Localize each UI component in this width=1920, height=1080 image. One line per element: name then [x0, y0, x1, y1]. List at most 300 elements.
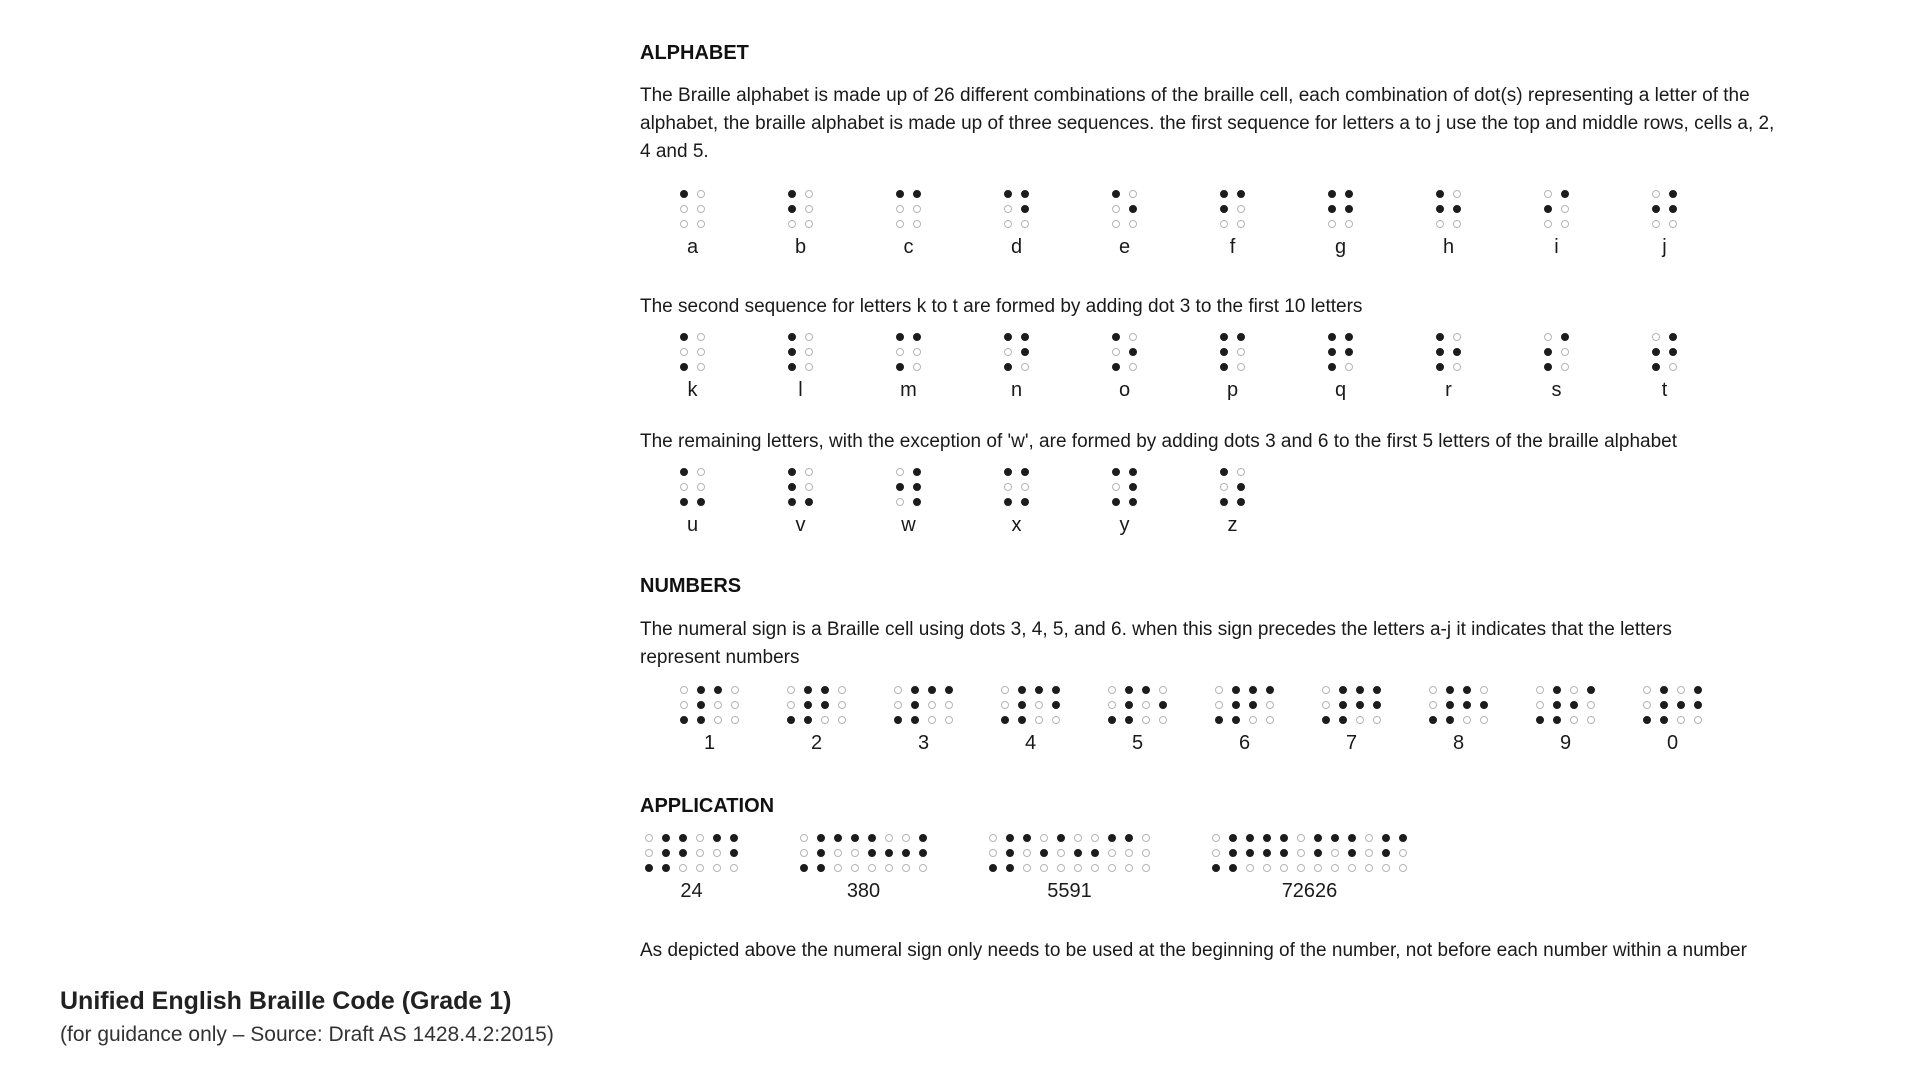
braille-dot-empty — [731, 716, 739, 724]
braille-unit-4 — [1001, 686, 1060, 753]
remaining-letters-note: The remaining letters, with the exception of 'w', are formed by adding dots 3 and 6 to the first 5 letters of the braille alphabet — [640, 431, 1678, 452]
braille-cell — [680, 333, 705, 371]
braille-dot-empty — [1215, 701, 1223, 709]
braille-dot-filled — [989, 864, 997, 872]
braille-row-digits — [640, 686, 1790, 753]
braille-dot-filled — [1436, 348, 1444, 356]
braille-cell — [1544, 333, 1569, 371]
braille-dot-empty — [680, 701, 688, 709]
document-source-note: (for guidance only – Source: Draft AS 1428.4.2:2015) — [60, 1023, 554, 1046]
braille-row-first-sequence — [640, 190, 1790, 257]
braille-dot-empty — [834, 849, 842, 857]
braille-cells — [1322, 686, 1381, 724]
braille-cells — [1001, 686, 1060, 724]
braille-dot-empty — [1453, 333, 1461, 341]
braille-dot-empty — [805, 220, 813, 228]
braille-dot-empty — [1297, 849, 1305, 857]
braille-dot-empty — [1040, 834, 1048, 842]
braille-row-application-examples — [640, 834, 1790, 901]
braille-dot-empty — [913, 363, 921, 371]
braille-dot-empty — [1112, 348, 1120, 356]
braille-dot-empty — [1237, 468, 1245, 476]
braille-cell — [1436, 190, 1461, 228]
braille-dot-filled — [1112, 333, 1120, 341]
braille-dot-filled — [1553, 701, 1561, 709]
braille-dot-empty — [1365, 849, 1373, 857]
braille-dot-empty — [1220, 220, 1228, 228]
braille-unit-g — [1328, 190, 1353, 257]
braille-dot-empty — [1463, 716, 1471, 724]
braille-dot-empty — [1125, 864, 1133, 872]
braille-unit-5591 — [989, 834, 1150, 901]
braille-dot-filled — [1112, 498, 1120, 506]
braille-dot-empty — [1001, 701, 1009, 709]
braille-dot-empty — [868, 864, 876, 872]
braille-dot-empty — [1669, 220, 1677, 228]
braille-cell — [1280, 834, 1305, 872]
braille-dot-filled — [680, 363, 688, 371]
braille-cells — [1220, 468, 1245, 506]
braille-cell — [896, 333, 921, 371]
braille-unit-w — [896, 468, 921, 535]
braille-dot-empty — [1035, 701, 1043, 709]
braille-dot-filled — [1345, 348, 1353, 356]
braille-dot-empty — [885, 834, 893, 842]
braille-cells — [896, 468, 921, 506]
braille-dot-filled — [662, 864, 670, 872]
braille-dot-filled — [1052, 701, 1060, 709]
braille-dot-filled — [1669, 333, 1677, 341]
numbers-intro-text: The numeral sign is a Braille cell using dots 3, 4, 5, and 6. when this sign precedes the letters a-j it indicates that the letters represent numbers — [640, 619, 1672, 668]
braille-cell — [787, 686, 812, 724]
braille-cell — [1112, 333, 1137, 371]
braille-dot-filled — [697, 716, 705, 724]
braille-cells — [680, 333, 705, 371]
braille-cells — [787, 686, 846, 724]
braille-dot-filled — [1463, 686, 1471, 694]
braille-dot-empty — [894, 701, 902, 709]
braille-dot-filled — [1021, 205, 1029, 213]
braille-dot-empty — [697, 483, 705, 491]
braille-dot-filled — [1677, 701, 1685, 709]
braille-dot-filled — [679, 849, 687, 857]
braille-unit-24 — [645, 834, 738, 901]
braille-dot-empty — [1561, 205, 1569, 213]
braille-dot-filled — [1021, 468, 1029, 476]
braille-dot-filled — [1220, 498, 1228, 506]
braille-dot-filled — [1652, 363, 1660, 371]
braille-dot-filled — [1436, 205, 1444, 213]
braille-dot-filled — [1339, 716, 1347, 724]
braille-cell — [1382, 834, 1407, 872]
braille-dot-filled — [1345, 190, 1353, 198]
braille-dot-empty — [1399, 864, 1407, 872]
braille-unit-7 — [1322, 686, 1381, 753]
braille-dot-filled — [788, 483, 796, 491]
braille-dot-filled — [680, 333, 688, 341]
braille-unit-a — [680, 190, 705, 257]
braille-dot-filled — [788, 498, 796, 506]
braille-dot-empty — [834, 864, 842, 872]
braille-dot-filled — [928, 686, 936, 694]
braille-unit-k — [680, 333, 705, 400]
braille-dot-empty — [1091, 834, 1099, 842]
braille-dot-filled — [1553, 686, 1561, 694]
braille-dot-filled — [1220, 190, 1228, 198]
braille-dot-empty — [1365, 834, 1373, 842]
braille-cell — [894, 686, 919, 724]
braille-cell — [645, 834, 670, 872]
braille-dot-empty — [1112, 483, 1120, 491]
braille-dot-filled — [1345, 205, 1353, 213]
braille-dot-empty — [1142, 834, 1150, 842]
braille-unit-m — [896, 333, 921, 400]
braille-dot-filled — [868, 834, 876, 842]
braille-dot-empty — [805, 468, 813, 476]
braille-dot-filled — [1237, 333, 1245, 341]
braille-dot-empty — [1669, 363, 1677, 371]
braille-unit-o — [1112, 333, 1137, 400]
braille-dot-filled — [804, 686, 812, 694]
braille-dot-filled — [1694, 686, 1702, 694]
braille-cells — [788, 333, 813, 371]
braille-dot-filled — [1237, 190, 1245, 198]
braille-dot-empty — [1108, 686, 1116, 694]
braille-dot-filled — [1246, 834, 1254, 842]
braille-dot-filled — [894, 716, 902, 724]
braille-dot-filled — [1018, 701, 1026, 709]
braille-dot-filled — [1229, 864, 1237, 872]
braille-cell — [1220, 333, 1245, 371]
braille-dot-empty — [896, 205, 904, 213]
braille-unit-0 — [1643, 686, 1702, 753]
braille-cell — [679, 834, 704, 872]
braille-dot-empty — [1453, 190, 1461, 198]
braille-unit-label: q — [1334, 379, 1347, 401]
footer — [60, 986, 554, 1048]
braille-dot-filled — [1280, 849, 1288, 857]
braille-dot-filled — [1669, 190, 1677, 198]
braille-cells — [1436, 333, 1461, 371]
braille-unit-label: y — [1119, 514, 1130, 536]
braille-cell — [1544, 190, 1569, 228]
braille-dot-empty — [1237, 220, 1245, 228]
braille-unit-label: j — [1662, 236, 1667, 258]
braille-dot-empty — [1561, 220, 1569, 228]
braille-dot-empty — [919, 864, 927, 872]
braille-dot-empty — [680, 348, 688, 356]
braille-unit-1 — [680, 686, 739, 753]
braille-dot-empty — [1091, 864, 1099, 872]
braille-dot-empty — [1023, 864, 1031, 872]
braille-dot-filled — [1660, 716, 1668, 724]
braille-dot-empty — [1356, 716, 1364, 724]
braille-dot-empty — [989, 849, 997, 857]
braille-dot-filled — [1220, 205, 1228, 213]
braille-dot-empty — [1001, 686, 1009, 694]
braille-dot-filled — [1544, 363, 1552, 371]
braille-dot-empty — [800, 849, 808, 857]
braille-dot-filled — [1232, 701, 1240, 709]
braille-dot-filled — [1220, 468, 1228, 476]
braille-dot-filled — [1220, 333, 1228, 341]
braille-unit-l — [788, 333, 813, 400]
braille-cell — [1652, 333, 1677, 371]
braille-dot-filled — [1021, 190, 1029, 198]
braille-dot-empty — [697, 468, 705, 476]
braille-unit-label: z — [1227, 514, 1238, 536]
braille-unit-label: 8 — [1452, 732, 1465, 754]
braille-dot-empty — [1212, 834, 1220, 842]
braille-dot-empty — [896, 468, 904, 476]
braille-dot-empty — [1249, 716, 1257, 724]
braille-dot-filled — [1074, 849, 1082, 857]
braille-dot-filled — [800, 864, 808, 872]
braille-unit-c — [896, 190, 921, 257]
braille-unit-label: n — [1010, 379, 1023, 401]
braille-dot-filled — [788, 190, 796, 198]
braille-dot-empty — [1266, 716, 1274, 724]
braille-dot-filled — [896, 363, 904, 371]
braille-cell — [680, 686, 705, 724]
braille-cell — [1001, 686, 1026, 724]
braille-dot-filled — [697, 686, 705, 694]
braille-dot-empty — [1677, 686, 1685, 694]
braille-dot-filled — [1215, 716, 1223, 724]
braille-cell — [680, 468, 705, 506]
braille-dot-filled — [1129, 468, 1137, 476]
application-heading: APPLICATION — [640, 795, 775, 817]
braille-dot-empty — [1345, 363, 1353, 371]
braille-cell — [713, 834, 738, 872]
braille-dot-filled — [1249, 701, 1257, 709]
braille-unit-8 — [1429, 686, 1488, 753]
braille-dot-filled — [1237, 498, 1245, 506]
braille-dot-empty — [913, 348, 921, 356]
braille-dot-filled — [1399, 834, 1407, 842]
braille-dot-empty — [1159, 716, 1167, 724]
braille-unit-label: o — [1118, 379, 1131, 401]
braille-dot-filled — [902, 849, 910, 857]
braille-unit-9 — [1536, 686, 1595, 753]
braille-dot-filled — [1429, 716, 1437, 724]
braille-dot-empty — [1237, 363, 1245, 371]
braille-dot-filled — [1373, 701, 1381, 709]
braille-dot-filled — [1328, 348, 1336, 356]
braille-cell — [1004, 190, 1029, 228]
braille-dot-filled — [1108, 834, 1116, 842]
braille-cells — [989, 834, 1150, 872]
braille-dot-empty — [1348, 864, 1356, 872]
braille-dot-empty — [1436, 220, 1444, 228]
braille-dot-empty — [787, 686, 795, 694]
braille-cells — [1215, 686, 1274, 724]
braille-dot-empty — [1544, 333, 1552, 341]
braille-dot-empty — [894, 686, 902, 694]
braille-dot-filled — [1246, 849, 1254, 857]
braille-dot-empty — [913, 220, 921, 228]
braille-dot-empty — [896, 348, 904, 356]
braille-dot-empty — [1004, 220, 1012, 228]
braille-dot-empty — [1429, 686, 1437, 694]
braille-cell — [1246, 834, 1271, 872]
braille-dot-filled — [1232, 716, 1240, 724]
braille-dot-filled — [817, 834, 825, 842]
braille-dot-empty — [697, 333, 705, 341]
braille-dot-empty — [896, 220, 904, 228]
braille-dot-empty — [1021, 363, 1029, 371]
braille-cells — [645, 834, 738, 872]
braille-cell — [1215, 686, 1240, 724]
braille-dot-empty — [1129, 220, 1137, 228]
braille-dot-filled — [885, 849, 893, 857]
braille-dot-empty — [1237, 205, 1245, 213]
braille-dot-empty — [1266, 701, 1274, 709]
braille-dot-filled — [1159, 701, 1167, 709]
braille-unit-u — [680, 468, 705, 535]
braille-cell — [1035, 686, 1060, 724]
braille-dot-empty — [1429, 701, 1437, 709]
braille-dot-empty — [1570, 716, 1578, 724]
braille-cell — [1023, 834, 1048, 872]
braille-cells — [680, 686, 739, 724]
braille-dot-empty — [697, 205, 705, 213]
braille-dot-empty — [1480, 686, 1488, 694]
braille-dot-empty — [788, 220, 796, 228]
braille-unit-e — [1112, 190, 1137, 257]
braille-unit-label: p — [1226, 379, 1239, 401]
braille-dot-empty — [1544, 220, 1552, 228]
braille-dot-filled — [680, 468, 688, 476]
braille-dot-empty — [1112, 205, 1120, 213]
braille-cell — [1463, 686, 1488, 724]
braille-dot-filled — [1446, 701, 1454, 709]
braille-cells — [1112, 190, 1137, 228]
braille-dot-filled — [1001, 716, 1009, 724]
braille-dot-empty — [1129, 363, 1137, 371]
braille-unit-h — [1436, 190, 1461, 257]
braille-dot-empty — [1331, 849, 1339, 857]
braille-dot-empty — [1643, 701, 1651, 709]
braille-dot-filled — [1480, 701, 1488, 709]
braille-dot-empty — [1021, 220, 1029, 228]
braille-cell — [868, 834, 893, 872]
braille-cell — [902, 834, 927, 872]
braille-dot-filled — [713, 834, 721, 842]
braille-unit-p — [1220, 333, 1245, 400]
braille-dot-filled — [1328, 333, 1336, 341]
braille-cells — [788, 190, 813, 228]
braille-cell — [1220, 468, 1245, 506]
braille-dot-filled — [1220, 348, 1228, 356]
braille-dot-empty — [928, 716, 936, 724]
braille-dot-empty — [1052, 716, 1060, 724]
braille-dot-empty — [885, 864, 893, 872]
braille-dot-filled — [1040, 849, 1048, 857]
braille-unit-label: w — [901, 514, 916, 536]
braille-cells — [1220, 190, 1245, 228]
braille-dot-empty — [730, 864, 738, 872]
braille-unit-label: 3 — [917, 732, 930, 754]
braille-unit-t — [1652, 333, 1677, 400]
braille-dot-filled — [1314, 849, 1322, 857]
braille-dot-empty — [680, 220, 688, 228]
braille-cell — [1322, 686, 1347, 724]
braille-dot-filled — [679, 834, 687, 842]
braille-cells — [1212, 834, 1407, 872]
braille-dot-empty — [714, 701, 722, 709]
braille-cell — [788, 333, 813, 371]
braille-dot-filled — [1652, 205, 1660, 213]
braille-dot-filled — [1006, 864, 1014, 872]
braille-cells — [1328, 190, 1353, 228]
braille-dot-filled — [1021, 498, 1029, 506]
braille-dot-empty — [696, 849, 704, 857]
braille-cell — [821, 686, 846, 724]
braille-dot-filled — [896, 333, 904, 341]
braille-cell — [1108, 686, 1133, 724]
braille-dot-filled — [1561, 333, 1569, 341]
braille-dot-filled — [1280, 834, 1288, 842]
braille-dot-empty — [1652, 190, 1660, 198]
braille-dot-empty — [896, 498, 904, 506]
braille-dot-filled — [1660, 686, 1668, 694]
braille-unit-label: a — [686, 236, 699, 258]
braille-dot-filled — [913, 498, 921, 506]
braille-dot-filled — [804, 701, 812, 709]
braille-unit-2 — [787, 686, 846, 753]
braille-dot-filled — [1339, 686, 1347, 694]
braille-dot-filled — [919, 834, 927, 842]
braille-cell — [1212, 834, 1237, 872]
braille-dot-filled — [913, 468, 921, 476]
braille-cells — [1643, 686, 1702, 724]
braille-dot-empty — [1004, 348, 1012, 356]
braille-cells — [1652, 190, 1677, 228]
braille-unit-d — [1004, 190, 1029, 257]
braille-dot-filled — [1125, 686, 1133, 694]
braille-dot-filled — [1057, 834, 1065, 842]
content-column — [640, 42, 1790, 965]
braille-unit-n — [1004, 333, 1029, 400]
braille-dot-empty — [1246, 864, 1254, 872]
braille-cells — [1328, 333, 1353, 371]
braille-unit-label: 9 — [1559, 732, 1572, 754]
braille-dot-filled — [697, 701, 705, 709]
braille-dot-filled — [1129, 348, 1137, 356]
braille-cells — [788, 468, 813, 506]
braille-unit-label: b — [794, 236, 807, 258]
braille-dot-filled — [1436, 333, 1444, 341]
braille-cells — [1220, 333, 1245, 371]
braille-cell — [1328, 333, 1353, 371]
braille-dot-empty — [1297, 834, 1305, 842]
braille-cells — [680, 190, 705, 228]
braille-dot-empty — [1544, 190, 1552, 198]
braille-dot-filled — [787, 716, 795, 724]
braille-unit-y — [1112, 468, 1137, 535]
braille-unit-label: 2 — [810, 732, 823, 754]
braille-dot-empty — [697, 363, 705, 371]
braille-dot-empty — [731, 686, 739, 694]
braille-dot-empty — [1108, 864, 1116, 872]
braille-cells — [1436, 190, 1461, 228]
braille-dot-filled — [911, 701, 919, 709]
braille-dot-filled — [730, 834, 738, 842]
braille-dot-empty — [680, 483, 688, 491]
braille-dot-empty — [1382, 864, 1390, 872]
braille-dot-filled — [697, 498, 705, 506]
